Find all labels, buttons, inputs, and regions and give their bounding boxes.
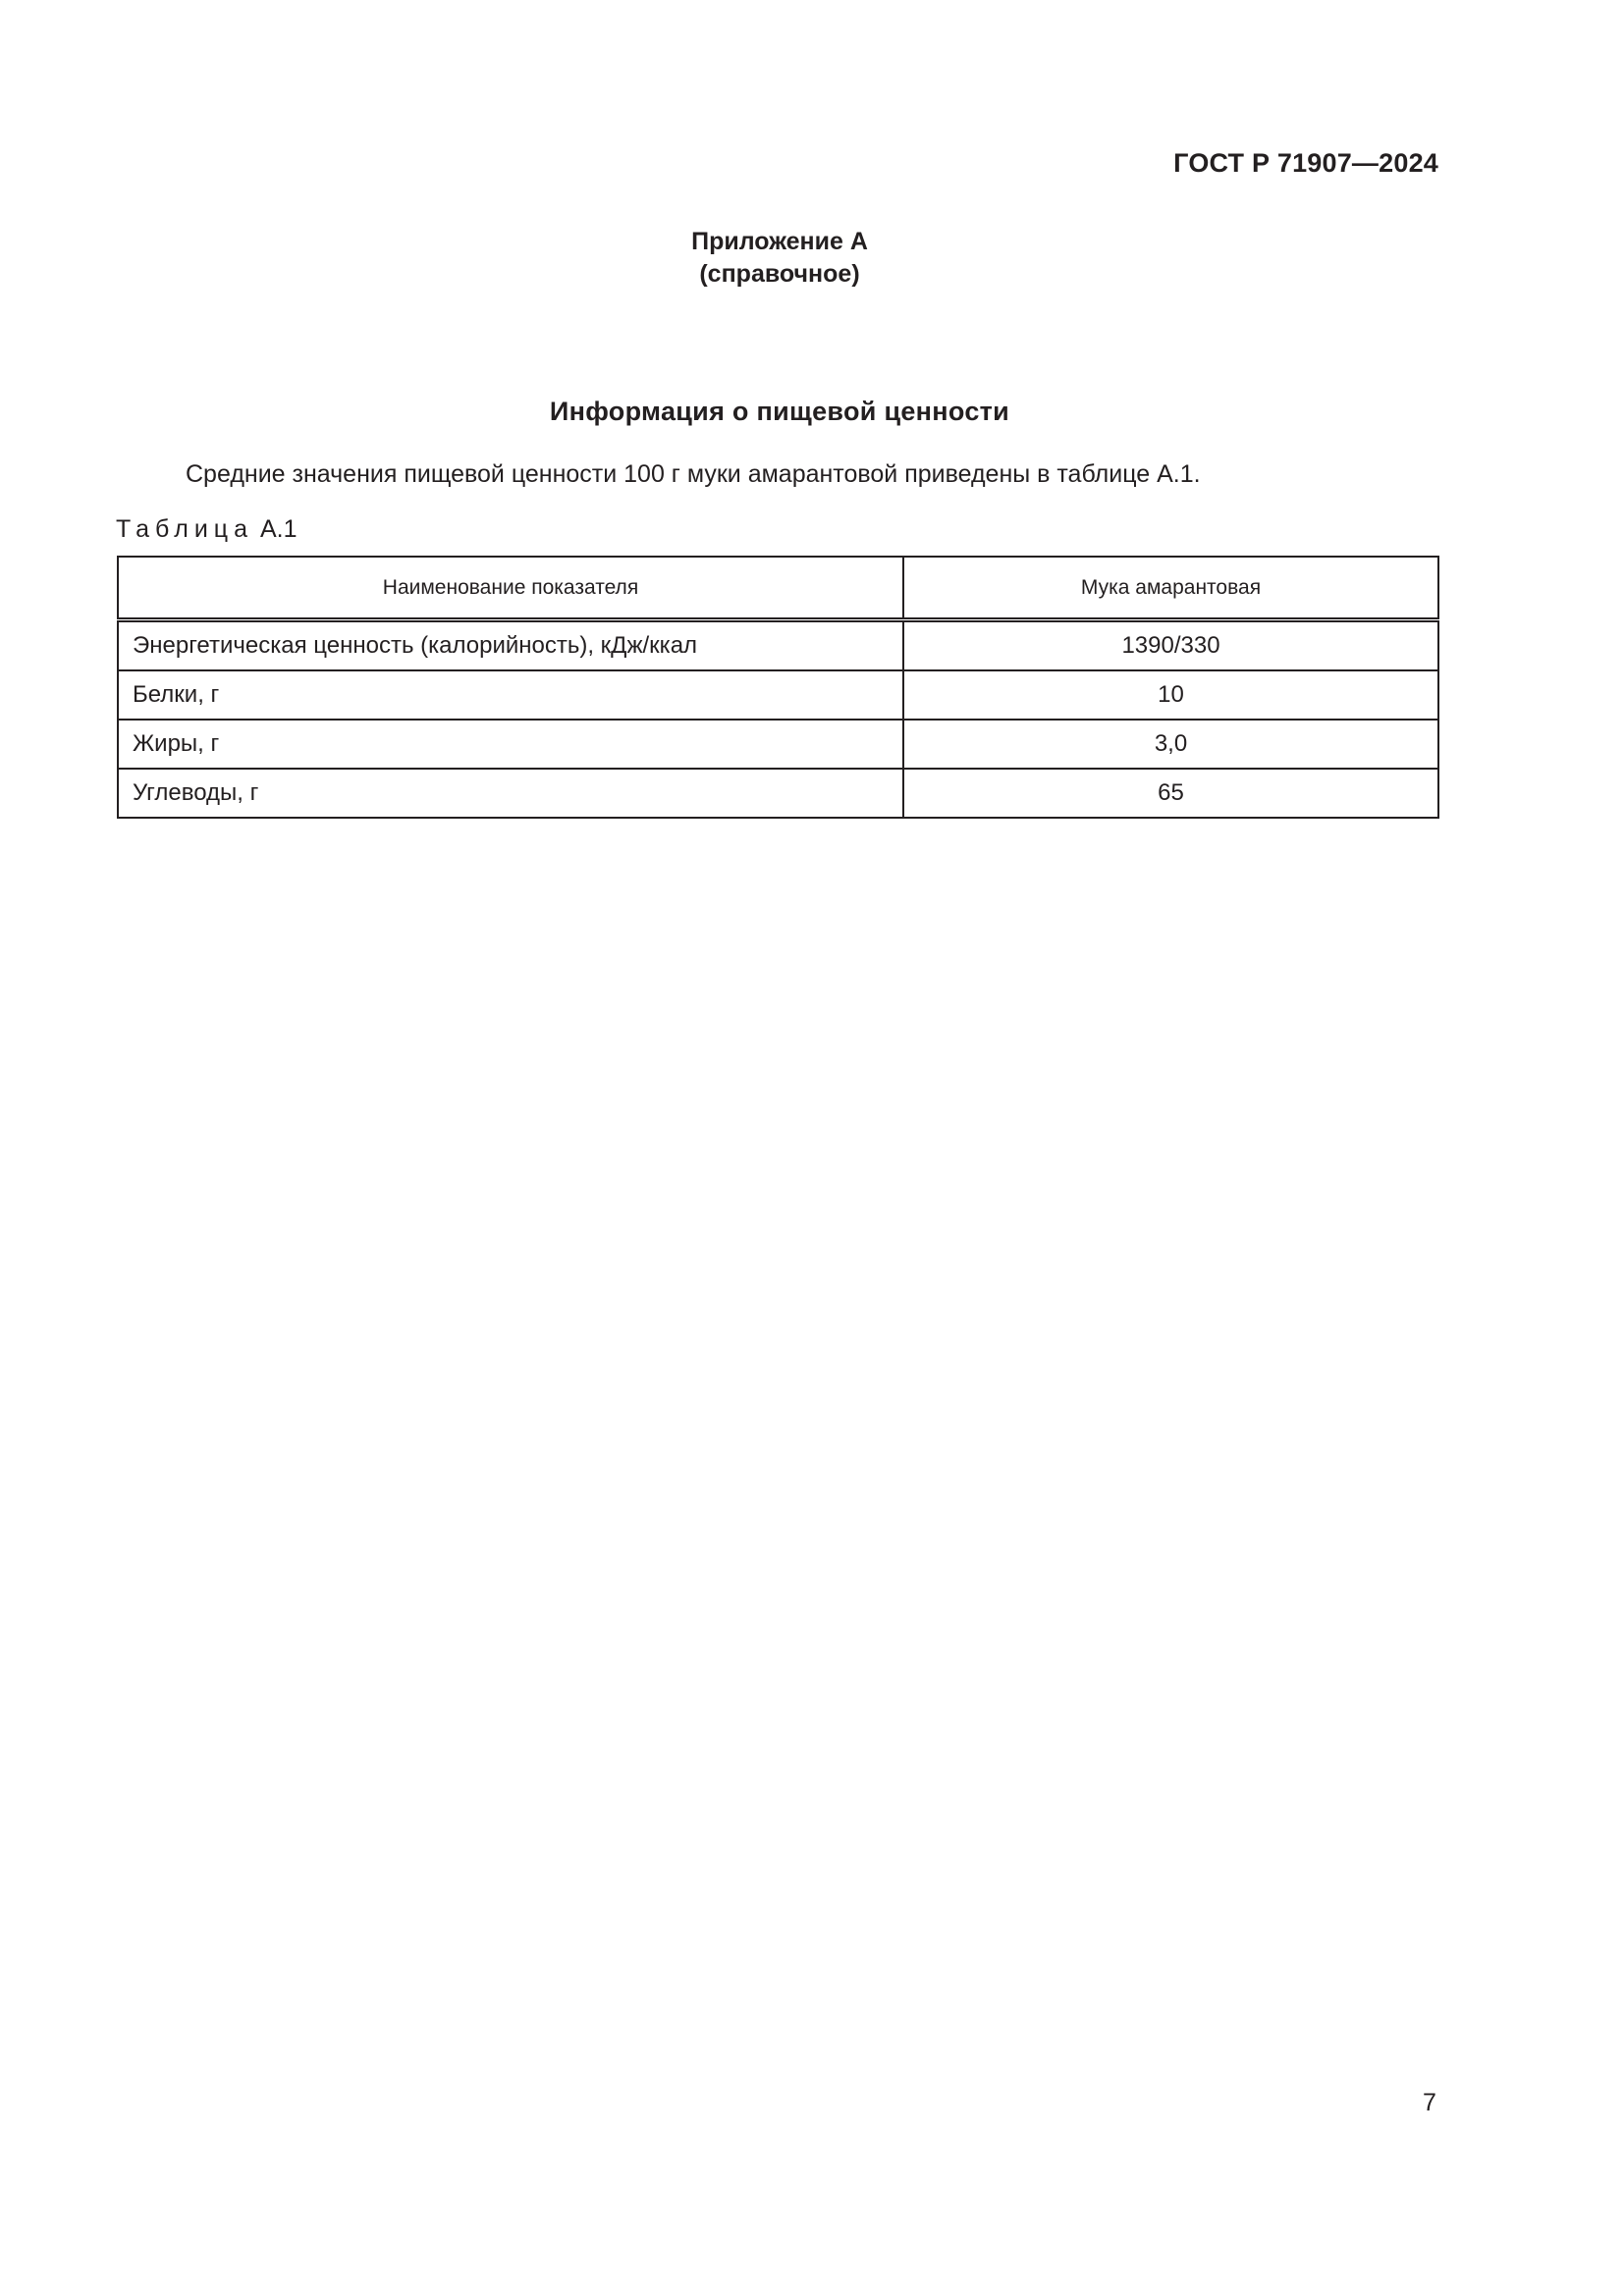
- page-number: 7: [1423, 2089, 1436, 2116]
- table-cell-value: 1390/330: [903, 620, 1438, 671]
- table-row: [118, 620, 1438, 671]
- table-cell-value: 3,0: [903, 720, 1438, 769]
- appendix-subtitle: (справочное): [699, 260, 860, 288]
- appendix-heading: [0, 226, 1559, 291]
- section-title: Информация о пищевой ценности: [549, 397, 1010, 426]
- table-cell-value: 65: [903, 769, 1438, 818]
- table-row: [118, 720, 1438, 769]
- table-cell-name: Углеводы, г: [118, 769, 903, 818]
- table-row: [118, 769, 1438, 818]
- table-header-product: Мука амарантовая: [903, 557, 1438, 620]
- table-header-row: [118, 557, 1438, 620]
- table-caption: [116, 515, 298, 544]
- table-caption-word: Таблица: [116, 515, 254, 543]
- table-row: [118, 670, 1438, 720]
- document-code: ГОСТ Р 71907—2024: [1173, 148, 1438, 178]
- table-cell-name: Белки, г: [118, 670, 903, 720]
- intro-paragraph: Средние значения пищевой ценности 100 г муки амарантовой приведены в таблице А.1.: [186, 460, 1201, 488]
- appendix-title: Приложение А: [691, 228, 868, 255]
- table-cell-value: 10: [903, 670, 1438, 720]
- table-cell-name: Жиры, г: [118, 720, 903, 769]
- table-header-indicator: Наименование показателя: [118, 557, 903, 620]
- table-caption-number: А.1: [259, 515, 298, 543]
- nutrition-table: [117, 556, 1439, 819]
- table-cell-name: Энергетическая ценность (калорийность), кДж/ккал: [118, 620, 903, 671]
